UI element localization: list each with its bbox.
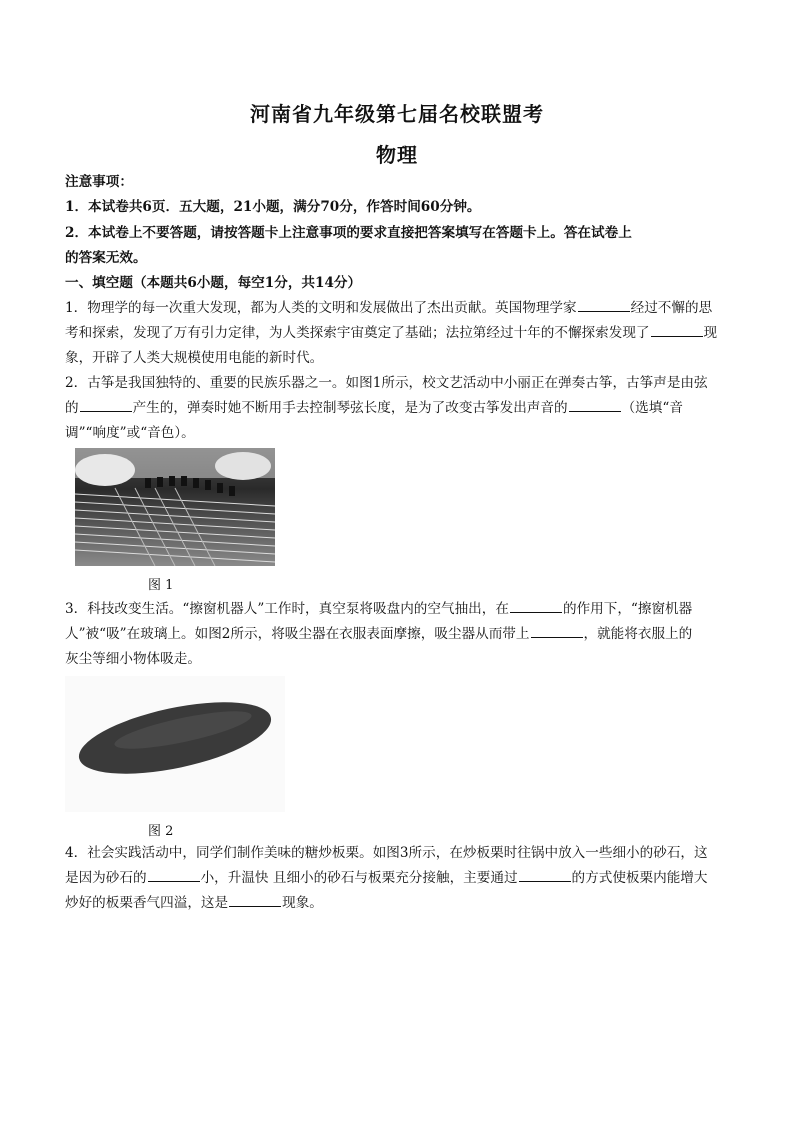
answer-blank[interactable]	[519, 866, 571, 882]
q4-text: 炒好的板栗香气四溢，这是	[65, 895, 229, 911]
q4-text: 小，升温快 且细小的砂石与板栗充分接触，主要通过	[200, 870, 518, 886]
q3-line-3: 灰尘等细小物体吸走。	[65, 651, 201, 667]
q1-text: 1．物理学的每一次重大发现，都为人类的文明和发展做出了杰出贡献。英国物理学家	[65, 300, 577, 316]
q4-text: 的方式使板栗内能增大	[571, 870, 708, 886]
q3-text: 人”被“吸”在玻璃上。如图2所示，将吸尘器在衣服表面摩擦，吸尘器从而带上	[65, 626, 530, 642]
q2-text: 产生的，弹奏时她不断用手去控制琴弦长度，是为了改变古筝发出声音的	[132, 400, 568, 416]
q3-text: 的作用下，“擦窗机器	[562, 601, 693, 617]
q2-line-2	[65, 396, 733, 422]
q4-line-1: 4．社会实践活动中，同学们制作美味的糖炒板栗。如图3所示，在炒板栗时往锅中放入一些细小的砂石，这	[65, 845, 708, 861]
q1-text: 现	[703, 325, 718, 341]
q1-line-2	[65, 321, 733, 347]
lint-brush-photo	[65, 676, 285, 812]
q3-line-2	[65, 622, 733, 648]
answer-blank[interactable]	[651, 321, 703, 337]
figure-2-caption: 图 2	[148, 824, 174, 839]
section-1-heading: 一、填空题（本题共6小题，每空1分，共14分）	[65, 275, 362, 291]
figure-1-caption: 图 1	[148, 578, 174, 593]
q1-text: 考和探索，发现了万有引力定律，为人类探索宇宙奠定了基础；法拉第经过十年的不懈探索发现了	[65, 325, 650, 341]
q4-line-3	[65, 891, 733, 917]
notice-heading: 注意事项：	[65, 174, 133, 190]
q3-text: 3．科技改变生活。“擦窗机器人”工作时，真空泵将吸盘内的空气抽出，在	[65, 601, 509, 617]
q4-text: 是因为砂石的	[65, 870, 147, 886]
guzheng-photo	[75, 448, 275, 566]
answer-blank[interactable]	[510, 597, 562, 613]
q4-line-2	[65, 866, 733, 892]
notice-item-2-line-2: 的答案无效。	[65, 250, 147, 266]
q4-text: 现象。	[282, 895, 323, 911]
subject-title: 物理	[376, 143, 418, 167]
answer-blank[interactable]	[569, 396, 621, 412]
answer-blank[interactable]	[80, 396, 132, 412]
q3-line-1	[65, 597, 733, 623]
q2-line-3: 调”“响度”或“音色）。	[65, 425, 195, 441]
q1-line-1	[65, 296, 733, 322]
q1-text: 经过不懈的思	[630, 300, 713, 316]
notice-item-2-line-1: 2．本试卷上不要答题，请按答题卡上注意事项的要求直接把答案填写在答题卡上。答在试卷上	[65, 225, 632, 241]
q2-line-1: 2．古筝是我国独特的、重要的民族乐器之一。如图1所示，校文艺活动中小丽正在弹奏古筝，古筝声是由弦	[65, 375, 708, 391]
answer-blank[interactable]	[578, 296, 630, 312]
q1-line-3: 象，开辟了人类大规模使用电能的新时代。	[65, 350, 324, 366]
exam-title: 河南省九年级第七届名校联盟考	[250, 102, 544, 126]
answer-blank[interactable]	[229, 891, 281, 907]
q3-text: ，就能将衣服上的	[583, 626, 693, 642]
answer-blank[interactable]	[531, 622, 583, 638]
q2-text: （选填“音	[621, 400, 683, 416]
notice-item-1: 1．本试卷共6页．五大题，21小题，满分70分，作答时间60分钟。	[65, 199, 481, 215]
q2-text: 的	[65, 400, 79, 416]
answer-blank[interactable]	[148, 866, 200, 882]
